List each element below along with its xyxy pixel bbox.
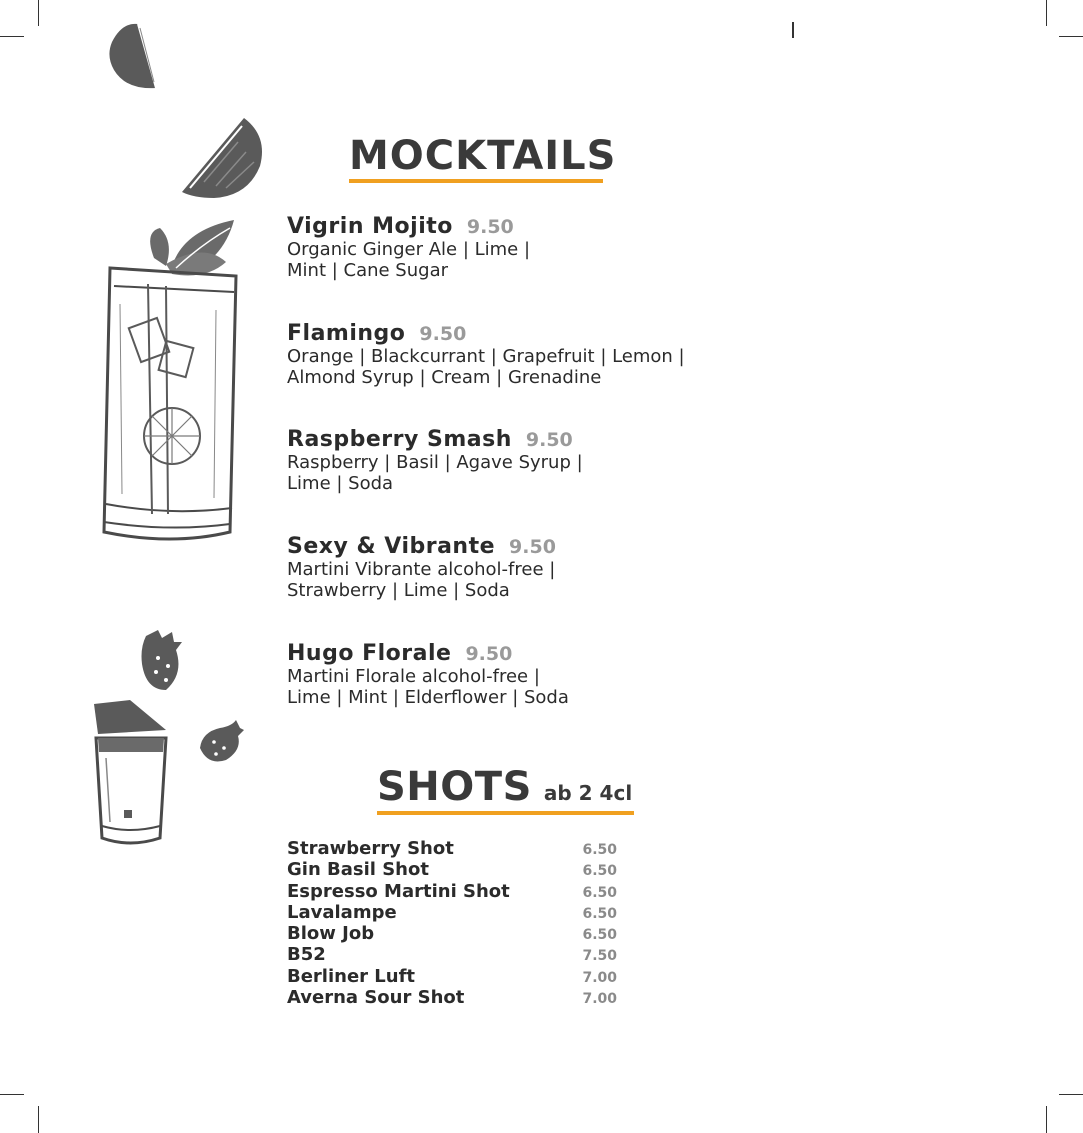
crop-mark [38,0,39,26]
shot-name: Gin Basil Shot [287,859,429,881]
mocktail-description: Lime | Mint | Elderflower | Soda [287,687,569,708]
mocktail-name: Flamingo [287,321,406,346]
orange-slice-icon [176,112,268,202]
shot-name: Espresso Martini Shot [287,880,510,902]
mocktails-underline [349,179,603,183]
shot-item [287,838,617,859]
mocktail-price: 9.50 [465,643,513,665]
crop-mark [1046,1106,1047,1133]
crop-mark [0,1094,24,1095]
crop-mark [38,1106,39,1133]
shots-heading: SHOTS [377,764,532,810]
mocktail-name: Hugo Florale [287,641,452,666]
shot-item [287,923,617,944]
shot-name: Strawberry Shot [287,838,454,859]
mocktail-price: 9.50 [419,323,467,345]
shot-name: B52 [287,944,326,966]
shot-item [287,881,617,902]
shot-item [287,987,617,1008]
mocktail-price: 9.50 [525,429,573,451]
mocktail-description: Orange | Blackcurrant | Grapefruit | Lemon | [287,346,685,367]
shot-price: 6.50 [582,884,617,901]
shot-price: 7.50 [582,948,617,965]
shots-heading-group [377,764,632,810]
mocktail-description: Martini Vibrante alcohol-free | [287,559,556,580]
mocktail-item [287,427,807,494]
highball-mojito-icon [96,214,244,550]
shot-name: Lavalampe [287,901,397,923]
shot-item [287,859,617,880]
mocktail-item [287,321,807,388]
mocktail-description: Strawberry | Lime | Soda [287,580,510,601]
crop-mark [1059,1094,1083,1095]
mocktail-name: Raspberry Smash [287,427,512,452]
crop-mark [0,36,24,37]
mocktail-description: Almond Syrup | Cream | Grenadine [287,367,602,388]
mocktail-price: 9.50 [509,536,556,558]
mocktail-price: 9.50 [466,216,514,238]
mocktail-description: Organic Ginger Ale | Lime | [287,239,531,260]
mocktail-name: Sexy & Vibrante [287,534,496,559]
shot-item [287,966,617,987]
mocktail-description: Raspberry | Basil | Agave Syrup | [287,452,583,473]
crop-mark [792,22,794,38]
strawberry-icon [136,628,188,694]
crop-mark [1059,36,1083,37]
mocktail-description: Martini Florale alcohol-free | [287,666,540,687]
shot-price: 7.00 [582,991,617,1008]
shot-price: 6.50 [582,863,617,880]
shot-price: 6.50 [582,905,617,922]
orange-slice-icon [104,18,166,94]
mocktail-item [287,641,807,708]
shots-subtitle: ab 2 4cl [543,781,633,805]
mocktail-item [287,214,807,281]
mocktail-item [287,534,807,601]
shot-name: Averna Sour Shot [287,987,465,1009]
shot-price: 6.50 [582,842,617,858]
shot-name: Berliner Luft [287,965,416,987]
shot-item [287,902,617,923]
crop-mark [1046,0,1047,26]
shot-glass-icon [90,698,172,848]
shots-underline [377,811,634,815]
shot-name: Blow Job [287,923,375,945]
mocktail-description: Lime | Soda [287,473,394,494]
mocktail-name: Vigrin Mojito [287,214,453,239]
strawberry-icon [196,718,246,766]
mocktail-description: Mint | Cane Sugar [287,260,448,281]
shots-list [287,838,617,1008]
shot-price: 7.00 [582,969,617,986]
shot-item [287,944,617,965]
mocktails-heading: MOCKTAILS [349,133,617,179]
shot-price: 6.50 [582,927,617,944]
